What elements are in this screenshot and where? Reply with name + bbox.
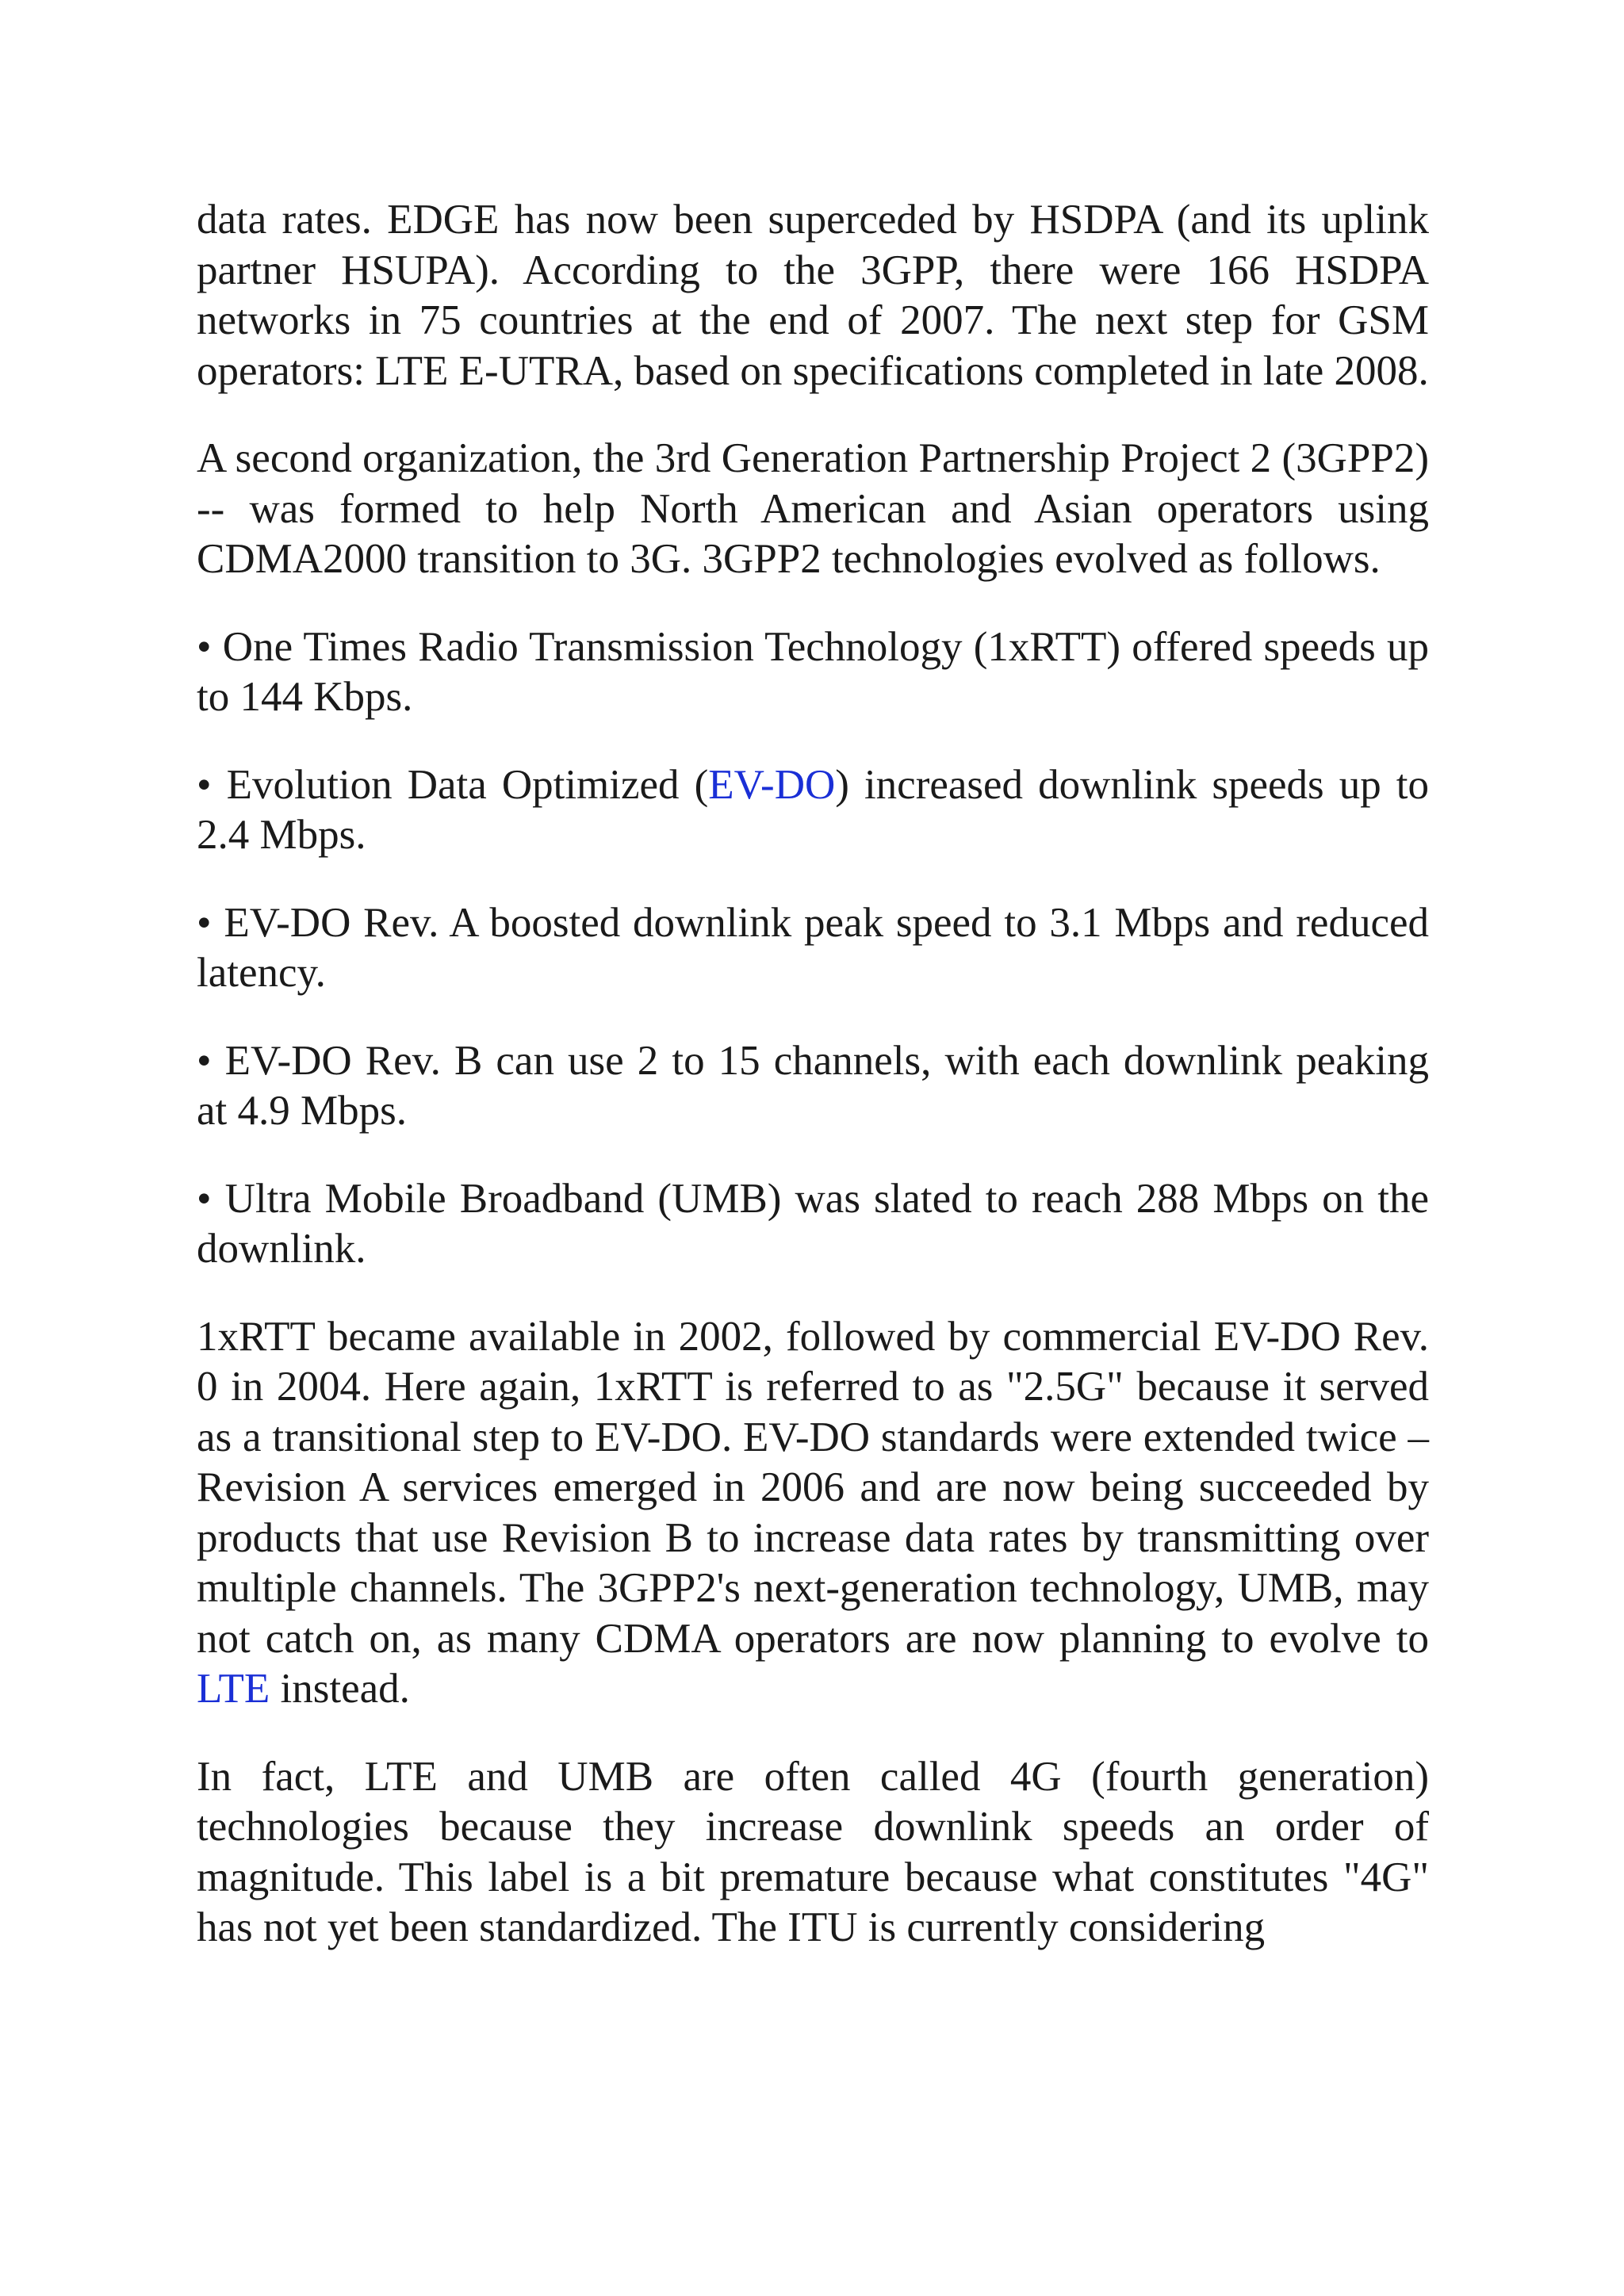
bullet-marker: • (197, 1175, 212, 1222)
paragraph-1xrtt-evdo-history (197, 1312, 1429, 1715)
bullet-marker: • (197, 1037, 212, 1084)
bullet-1xrtt (197, 622, 1429, 723)
paragraph-1xrtt-text-after: instead. (270, 1666, 410, 1712)
bullet-marker: • (197, 899, 212, 946)
bullet-evdo-text-after: ) increased downlink speeds up to 2.4 Mbps. (197, 761, 1430, 858)
lte-link[interactable]: LTE (197, 1666, 270, 1712)
document-body (197, 195, 1429, 1991)
bullet-evdo-rev-a-text: EV-DO Rev. A boosted downlink peak speed to 3.1 Mbps and reduced latency. (197, 899, 1429, 996)
bullet-evdo-text-before: Evolution Data Optimized ( (226, 761, 709, 808)
evdo-link[interactable]: EV-DO (708, 761, 836, 808)
bullet-evdo-rev-b-text: EV-DO Rev. B can use 2 to 15 channels, with each downlink peaking at 4.9 Mbps. (197, 1037, 1430, 1134)
bullet-evdo-rev-a (197, 898, 1429, 999)
paragraph-edge-hsdpa: data rates. EDGE has now been superceded by HSDPA (and its uplink partner HSUPA). According to the 3GPP, there were 166 HSDPA networks in 75 countries at the end of 2007. The next step for GSM operators: LTE E-UTRA, based on specifications completed in late 2008. (197, 197, 1429, 394)
paragraph-4g: In fact, LTE and UMB are often called 4G (fourth generation) technologies because they increase downlink speeds an order of magnitude. This label is a bit premature because what constitutes "4G" has not yet been standardized. The ITU is currently considering (197, 1753, 1429, 1950)
bullet-umb (197, 1174, 1429, 1275)
bullet-evdo-rev-b (197, 1036, 1429, 1137)
bullet-1xrtt-text: One Times Radio Transmission Technology (1xRTT) offered speeds up to 144 Kbps. (197, 623, 1430, 720)
paragraph-1xrtt-text-before: 1xRTT became available in 2002, followed by commercial EV-DO Rev. 0 in 2004. Here again, 1xRTT is referred to as "2.5G" because it served as a transitional step to EV-DO. EV-DO standards were extended twice – Revision A services emerged in 2006 and are now being succeeded by products that use Revision B to increase data rates by transmitting over multiple channels. The 3GPP2's next-generation technology, UMB, may not catch on, as many CDMA operators are now planning to evolve to (197, 1313, 1429, 1662)
bullet-umb-text: Ultra Mobile Broadband (UMB) was slated to reach 288 Mbps on the downlink. (197, 1175, 1430, 1272)
bullet-evdo (197, 760, 1429, 861)
bullet-marker: • (197, 623, 212, 670)
bullet-marker: • (197, 761, 212, 808)
paragraph-3gpp2: A second organization, the 3rd Generation Partnership Project 2 (3GPP2) -- was formed to help North American and Asian operators using CDMA2000 transition to 3G. 3GPP2 technologies evolved as follows. (197, 435, 1429, 582)
